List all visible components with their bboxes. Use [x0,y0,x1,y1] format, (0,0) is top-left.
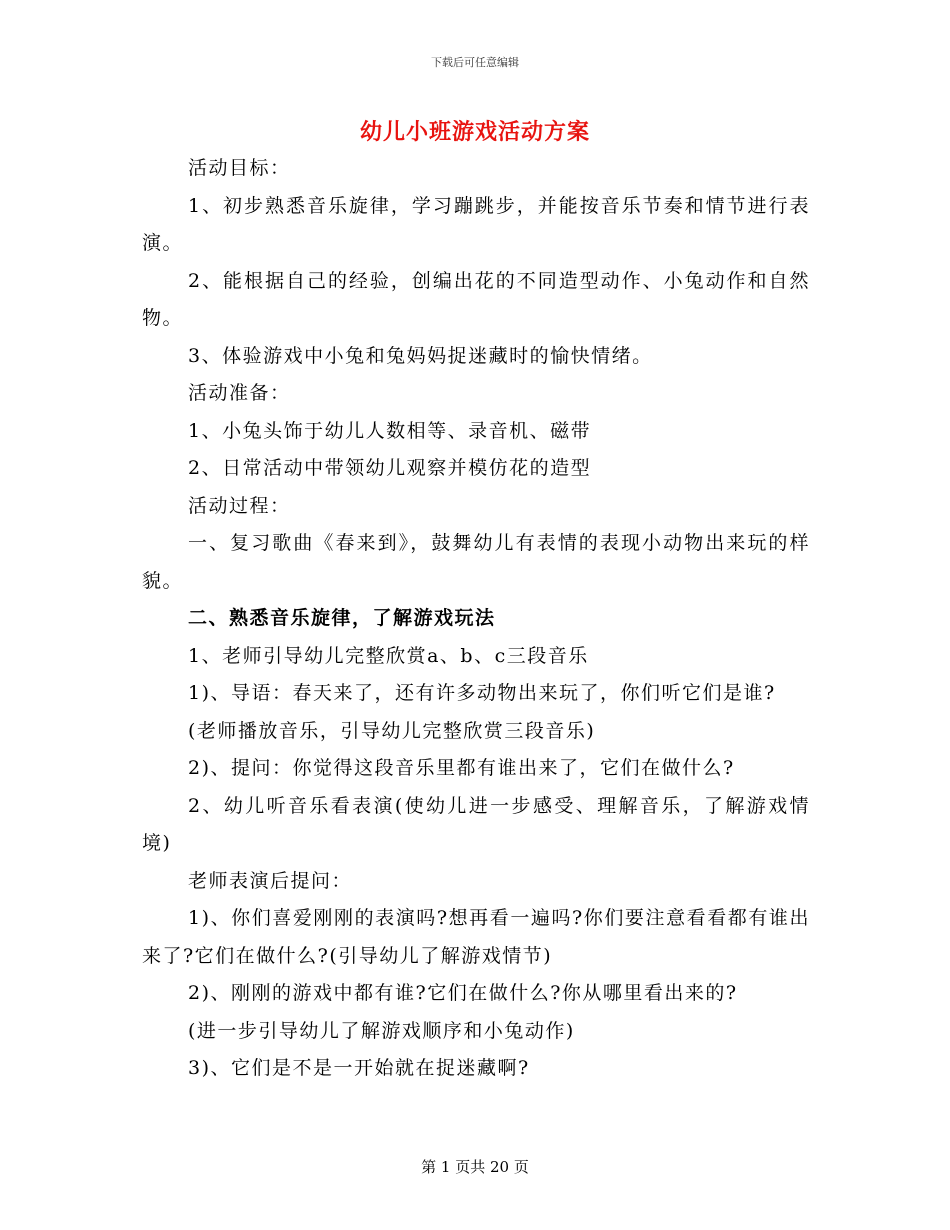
paragraph: 3)、它们是不是一开始就在捉迷藏啊? [188,1057,530,1079]
paragraph: 1、小兔头饰于幼儿人数相等、录音机、磁带 [188,419,592,442]
paragraph: 老师表演后提问： [188,869,353,892]
page-header-note: 下载后可任意编辑 [431,56,519,69]
paragraph: 1、初步熟悉音乐旋律，学习蹦跳步，并能按音乐节奏和情节进行表演。 [142,194,810,254]
page-footer-number: 第 1 页共 20 页 [421,1158,529,1176]
paragraph: 2)、刚刚的游戏中都有谁?它们在做什么?你从哪里看出来的? [188,982,738,1004]
section-heading: 二、熟悉音乐旋律，了解游戏玩法 [188,607,496,629]
paragraph: 活动准备： [188,382,291,404]
paragraph: 1、老师引导幼儿完整欣赏a、b、c三段音乐 [188,644,589,667]
paragraph: 3、体验游戏中小兔和兔妈妈捉迷藏时的愉快情绪。 [188,344,653,367]
paragraph: (进一步引导幼儿了解游戏顺序和小兔动作) [188,1019,575,1042]
paragraph: 2、幼儿听音乐看表演(使幼儿进一步感受、理解音乐，了解游戏情境) [142,794,810,854]
paragraph: 1)、导语：春天来了，还有许多动物出来玩了，你们听它们是谁? [188,682,776,704]
paragraph: 1)、你们喜爱刚刚的表演吗?想再看一遍吗?你们要注意看看都有谁出来了?它们在做什么?(引导幼儿了解游戏情节) [142,907,810,967]
paragraph: (老师播放音乐，引导幼儿完整欣赏三段音乐) [188,719,596,742]
paragraph: 活动目标： [188,157,291,179]
paragraph: 2、日常活动中带领幼儿观察并模仿花的造型 [188,457,592,479]
document-body [142,150,810,1088]
paragraph: 2、能根据自己的经验，创编出花的不同造型动作、小兔动作和自然物。 [142,269,810,329]
paragraph: 2)、提问：你觉得这段音乐里都有谁出来了，它们在做什么? [188,757,735,779]
document-title: 幼儿小班游戏活动方案 [359,119,590,145]
paragraph: 活动过程： [188,494,291,517]
paragraph: 一、复习歌曲《春来到》，鼓舞幼儿有表情的表现小动物出来玩的样貌。 [142,532,810,592]
